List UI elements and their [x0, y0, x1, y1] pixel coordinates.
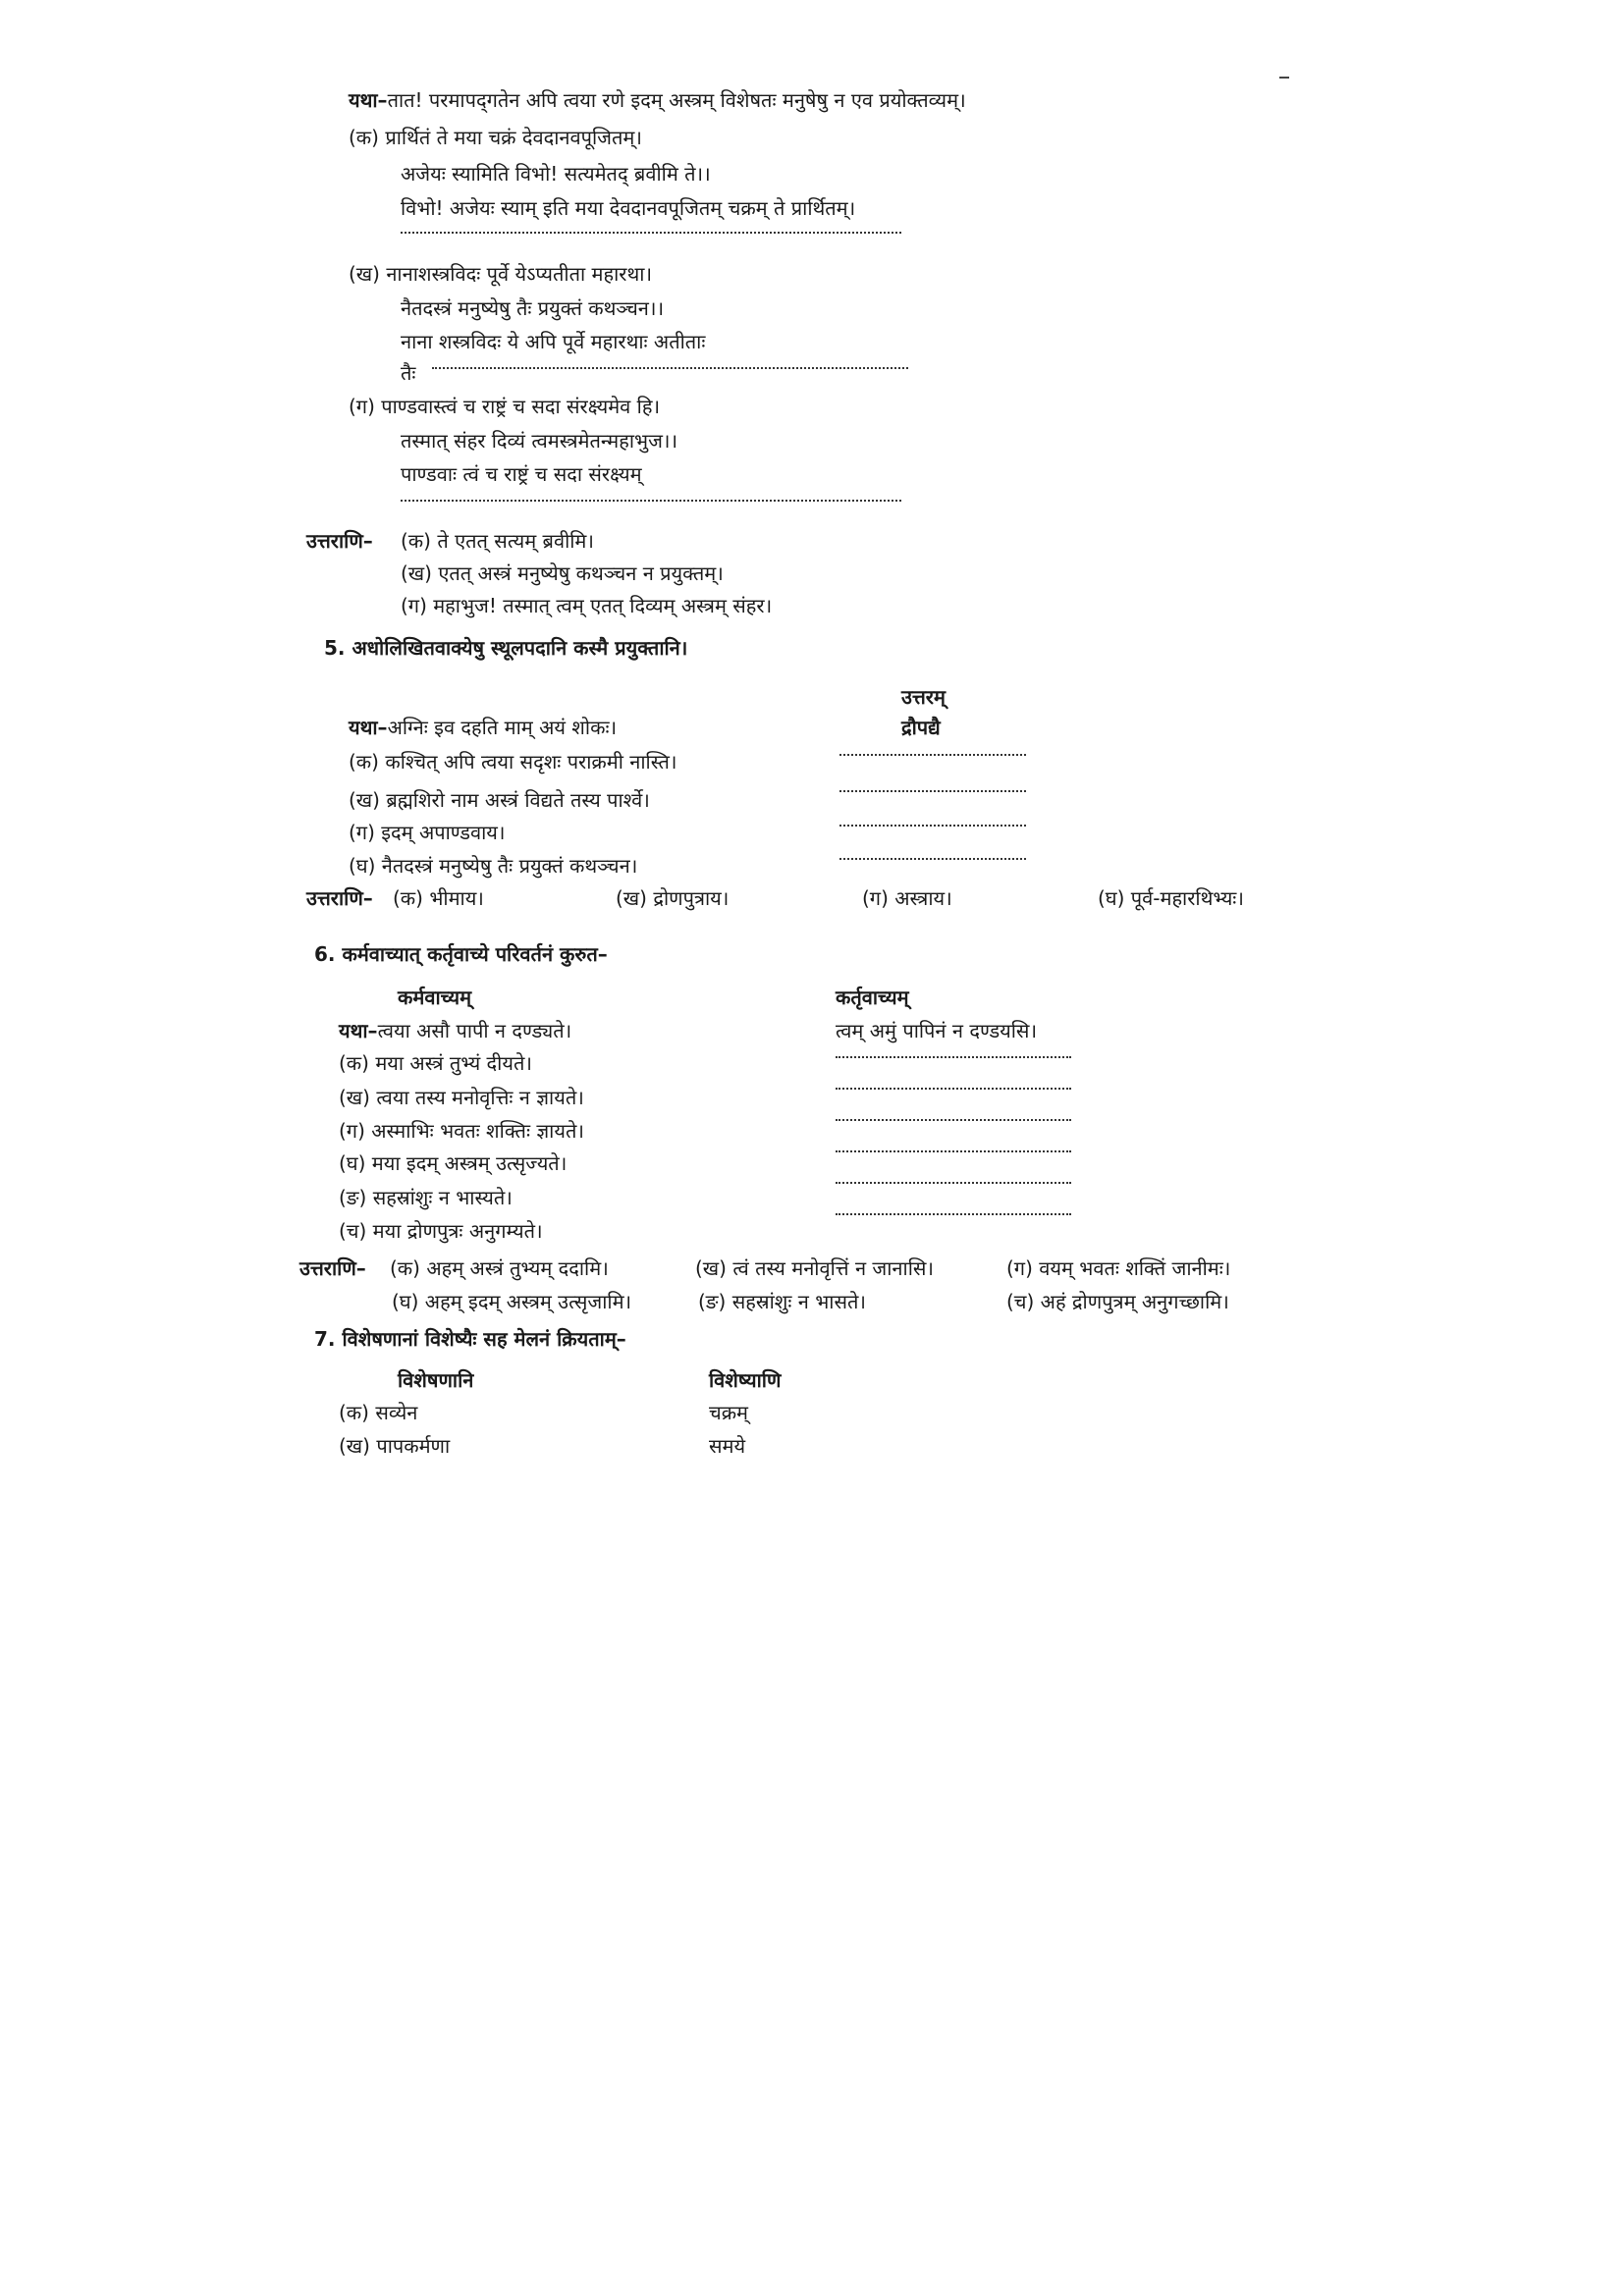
item-label: (ग): [339, 1119, 365, 1143]
example-answer: त्वम् अमुं पापिनं न दण्डयसि।: [836, 1019, 1038, 1042]
scan-mark: [1279, 77, 1289, 79]
noun: समये: [709, 1434, 746, 1458]
answer: (ख) एतत् अस्त्रं मनुष्येषु कथञ्चन न प्रयुक्तम्।: [401, 561, 724, 585]
answer-blank[interactable]: [839, 825, 1026, 827]
answer-blank[interactable]: [432, 367, 908, 369]
item-label: (ख): [349, 262, 380, 286]
question-6-title: 6. कर्मवाच्यात् कर्तृवाच्ये परिवर्तनं कुरुत–: [314, 942, 608, 966]
example-label: यथा–: [339, 1019, 378, 1042]
adjective: पापकर्मणा: [376, 1434, 451, 1458]
item-label: (च): [339, 1219, 367, 1243]
answer: (ङ) सहस्रांशुः न भासते।: [698, 1290, 866, 1313]
answer-blank[interactable]: [839, 790, 1026, 792]
adjective: सव्येन: [375, 1401, 418, 1424]
item-text: अस्माभिः भवतः शक्तिः ज्ञायते।: [371, 1119, 584, 1143]
item-text: त्वया तस्य मनोवृत्तिः न ज्ञायते।: [376, 1086, 584, 1109]
answer: (घ) पूर्व-महारथिभ्यः।: [1098, 886, 1244, 910]
item-text: इदम् अपाण्डवाय।: [381, 821, 506, 844]
item-text: मया द्रोणपुत्रः अनुगम्यते।: [372, 1219, 543, 1243]
answer: (ग) अस्त्राय।: [862, 886, 952, 910]
answer: (ख) त्वं तस्य मनोवृत्तिं न जानासि।: [695, 1256, 934, 1280]
prose-line: नाना शस्त्रविदः ये अपि पूर्वे महारथाः अतीताः: [401, 330, 706, 353]
example-text: तात! परमापद्‌गतेन अपि त्वया रणे इदम् अस्त्रम् विशेषतः मनुषेषु न एव प्रयोक्तव्यम्।: [387, 88, 966, 112]
q6-item: [339, 1217, 543, 1245]
column-header: कर्मवाच्यम्: [398, 986, 472, 1009]
q6-item: [339, 1049, 532, 1077]
item-label: (ख): [339, 1434, 370, 1458]
answer-blank[interactable]: [839, 754, 1026, 756]
q5-item: [349, 748, 677, 775]
item-label: (ङ): [339, 1186, 367, 1209]
column-header: कर्तृवाच्यम्: [836, 986, 909, 1009]
item-text: मया इदम् अस्त्रम् उत्सृज्यते।: [371, 1151, 568, 1175]
q5-item: [349, 819, 506, 846]
example-text: अग्निः इव दहति माम् अयं शोकः।: [387, 716, 618, 739]
prose-line: विभो! अजेयः स्याम् इति मया देवदानवपूजितम् चक्रम् ते प्रार्थितम्।: [401, 196, 856, 220]
item-label: (क): [339, 1401, 369, 1424]
item-label: (क): [339, 1051, 369, 1075]
answers-label: उत्तराणि–: [299, 1256, 366, 1280]
example-label: यथा–: [349, 716, 388, 739]
example-line: [349, 86, 966, 114]
item-label: (ग): [349, 395, 375, 418]
q4-item-ka: [349, 124, 642, 151]
item-label: (घ): [339, 1151, 366, 1175]
item-label: (ग): [349, 821, 375, 844]
answer-blank[interactable]: [836, 1150, 1071, 1152]
answer-blank[interactable]: [836, 1213, 1071, 1215]
answer-blank[interactable]: [839, 858, 1026, 860]
answer-header: उत्तरम्: [901, 685, 946, 709]
item-label: (क): [349, 126, 379, 149]
answer: (ग) महाभुज! तस्मात् त्वम् एतत् दिव्यम् अस्त्रम् संहर।: [401, 594, 773, 617]
example-text: त्वया असौ पापी न दण्ड्यते।: [377, 1019, 572, 1042]
answer-blank[interactable]: [836, 1056, 1071, 1058]
prose-line: पाण्डवाः त्वं च राष्ट्रं च सदा संरक्ष्यम्: [401, 462, 642, 486]
item-text: सहस्रांशुः न भास्यते।: [372, 1186, 513, 1209]
item-label: (ख): [339, 1086, 370, 1109]
item-label: (ख): [349, 788, 380, 812]
q4-item-ga: [349, 393, 660, 420]
prose-line: तैः: [401, 361, 416, 385]
item-label: (घ): [349, 854, 376, 878]
answer: (ख) द्रोणपुत्राय।: [616, 886, 730, 910]
question-5-title: 5. अधोलिखितवाक्येषु स्थूलपदानि कस्मै प्रयुक्तानि।: [324, 636, 688, 660]
q5-item: [349, 786, 650, 814]
q4-item-kha: [349, 260, 652, 288]
item-label: (क): [349, 750, 379, 774]
answer: (ग) वयम् भवतः शक्तिं जानीमः।: [1006, 1256, 1231, 1280]
answer-blank[interactable]: [401, 232, 901, 234]
item-text: ब्रह्मशिरो नाम अस्त्रं विद्यते तस्य पार्श्वे।: [386, 788, 650, 812]
answer-blank[interactable]: [836, 1088, 1071, 1090]
answer-blank[interactable]: [836, 1182, 1071, 1184]
q7-row: [339, 1432, 450, 1460]
q5-item: [349, 852, 637, 880]
answer-blank[interactable]: [401, 500, 901, 502]
verse-line: नैतदस्त्रं मनुष्येषु तैः प्रयुक्तं कथञ्चन।।: [401, 296, 665, 320]
column-header: विशेषणानि: [398, 1368, 474, 1392]
q7-row: [339, 1399, 417, 1426]
answer: (घ) अहम् इदम् अस्त्रम् उत्सृजामि।: [392, 1290, 632, 1313]
q6-item: [339, 1149, 567, 1177]
answer: (क) ते एतत् सत्यम् ब्रवीमि।: [401, 529, 594, 553]
verse-line: प्रार्थितं ते मया चक्रं देवदानवपूजितम्।: [385, 126, 642, 149]
answers-label: उत्तराणि–: [306, 529, 373, 553]
verse-line: अजेयः स्यामिति विभो! सत्यमेतद् ब्रवीमि ते।।: [401, 162, 711, 186]
answer: (च) अहं द्रोणपुत्रम् अनुगच्छामि।: [1006, 1290, 1229, 1313]
noun: चक्रम्: [709, 1401, 749, 1424]
example-label: यथा–: [349, 88, 388, 112]
example-line: [339, 1017, 571, 1044]
q6-item: [339, 1117, 584, 1145]
verse-line: नानाशस्त्रविदः पूर्वे येऽप्यतीता महारथा।: [386, 262, 653, 286]
item-text: मया अस्त्रं तुभ्यं दीयते।: [375, 1051, 532, 1075]
verse-line: पाण्डवास्त्वं च राष्ट्रं च सदा संरक्ष्यमेव हि।: [381, 395, 661, 418]
answers-label: उत्तराणि–: [306, 886, 373, 910]
verse-line: तस्मात् संहर दिव्यं त्वमस्त्रमेतन्महाभुज।।: [401, 429, 678, 453]
answer: (क) भीमाय।: [393, 886, 484, 910]
q6-item: [339, 1084, 584, 1111]
example-line: [349, 714, 617, 741]
item-text: कश्चित् अपि त्वया सदृशः पराक्रमी नास्ति।: [385, 750, 677, 774]
column-header: विशेष्याणि: [709, 1368, 782, 1392]
example-answer: द्रौपद्यै: [901, 716, 941, 739]
answer: (क) अहम् अस्त्रं तुभ्यम् ददामि।: [390, 1256, 609, 1280]
question-7-title: 7. विशेषणानां विशेष्यैः सह मेलनं क्रियताम्–: [314, 1327, 626, 1351]
item-text: नैतदस्त्रं मनुष्येषु तैः प्रयुक्तं कथञ्चन।: [381, 854, 638, 878]
answer-blank[interactable]: [836, 1119, 1071, 1121]
q6-item: [339, 1184, 513, 1211]
